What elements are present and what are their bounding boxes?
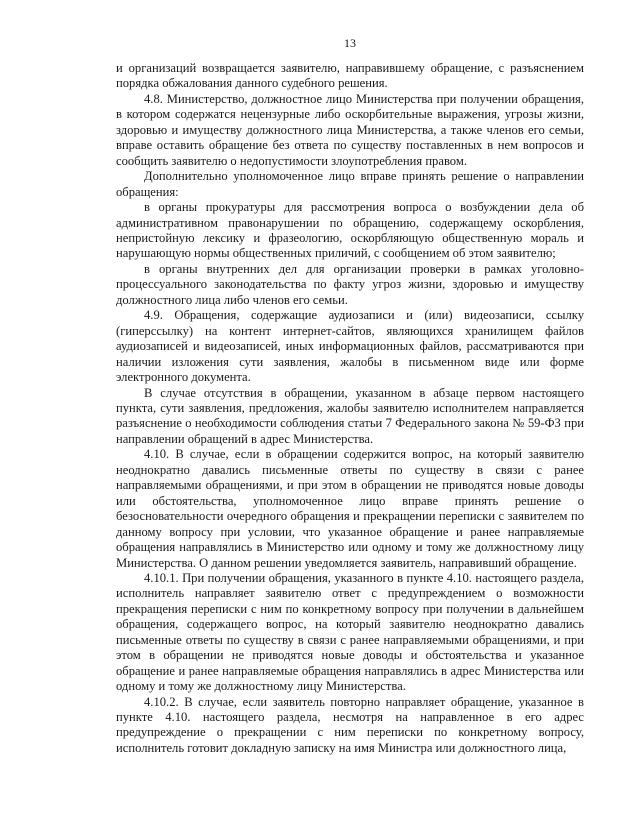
page-number: 13 [344,36,356,50]
document-body [116,61,584,756]
paragraph: и организаций возвращается заявителю, направившему обращение, с разъяснением порядка обжалования данного судебного решения. [116,61,584,91]
paragraph: 4.8. Министерство, должностное лицо Министерства при получении обращения, в котором содержатся нецензурные либо оскорбительные выражения, угрозы жизни, здоровью и имуществу должностного лица Министерства, а также членов его семьи, вправе оставить обращение без ответа по существу поставленных в нем вопросов и сообщить заявителю о недопустимости злоупотребления правом. [116,91,584,168]
paragraph: в органы внутренних дел для организации проверки в рамках уголовно-процессуального законодательства по факту угроз жизни, здоровью и имуществу должностного лица либо членов его семьи. [116,261,584,307]
paragraph: В случае отсутствия в обращении, указанном в абзаце первом настоящего пункта, сути заявления, предложения, жалобы заявителю исполнителем направляется разъяснение о необходимости соблюдения статьи 7 Федерального закона № 59-ФЗ при направлении обращений в адрес Министерства. [116,385,584,446]
paragraph: 4.10.2. В случае, если заявитель повторно направляет обращение, указанное в пункте 4.10. настоящего раздела, несмотря на направленное в его адрес предупреждение о прекращении с ним переписки по конкретному вопросу, исполнитель готовит докладную записку на имя Министра или должностного лица, [116,694,584,755]
paragraph: 4.10.1. При получении обращения, указанного в пункте 4.10. настоящего раздела, исполнитель направляет заявителю ответ с предупреждением о возможности прекращения переписки с ним по конкретному вопросу при получении в дальнейшем обращения, содержащего вопрос, на который заявителю неоднократно давались письменные ответы по существу в связи с ранее направляемыми обращениями, и при этом в обращении не приводятся новые доводы и обстоятельства и указанное обращение и ранее направляемые обращения направлялись в адрес Министерства или одному и тому же должностному лицу Министерства. [116,570,584,694]
paragraph: в органы прокуратуры для рассмотрения вопроса о возбуждении дела об административном правонарушении по обращению, содержащему оскорбления, непристойную лексику и фразеологию, оскорбляющую общественную мораль и нарушающую нормы общественных приличий, с сообщением об этом заявителю; [116,200,584,261]
paragraph: 4.10. В случае, если в обращении содержится вопрос, на который заявителю неоднократно давались письменные ответы по существу в связи с ранее направляемыми обращениями, и при этом в обращении не приводятся новые доводы или обстоятельства, уполномоченное лицо вправе принять решение о безосновательности очередного обращения и прекращении переписки с заявителем по данному вопросу при условии, что указанное обращение и ранее направляемые обращения направлялись в Министерство или одному и тому же должностному лицу Министерства. О данном решении уведомляется заявитель, направивший обращение. [116,447,584,570]
paragraph: 4.9. Обращения, содержащие аудиозаписи и (или) видеозаписи, ссылку (гиперссылку) на контент интернет-сайтов, являющихся хранилищем файлов аудиозаписей и видеозаписей, иных информационных файлов, рассматриваются при наличии изложения сути заявления, жалобы в письменном виде или форме электронного документа. [116,308,584,385]
paragraph: Дополнительно уполномоченное лицо вправе принять решение о направлении обращения: [116,169,584,199]
